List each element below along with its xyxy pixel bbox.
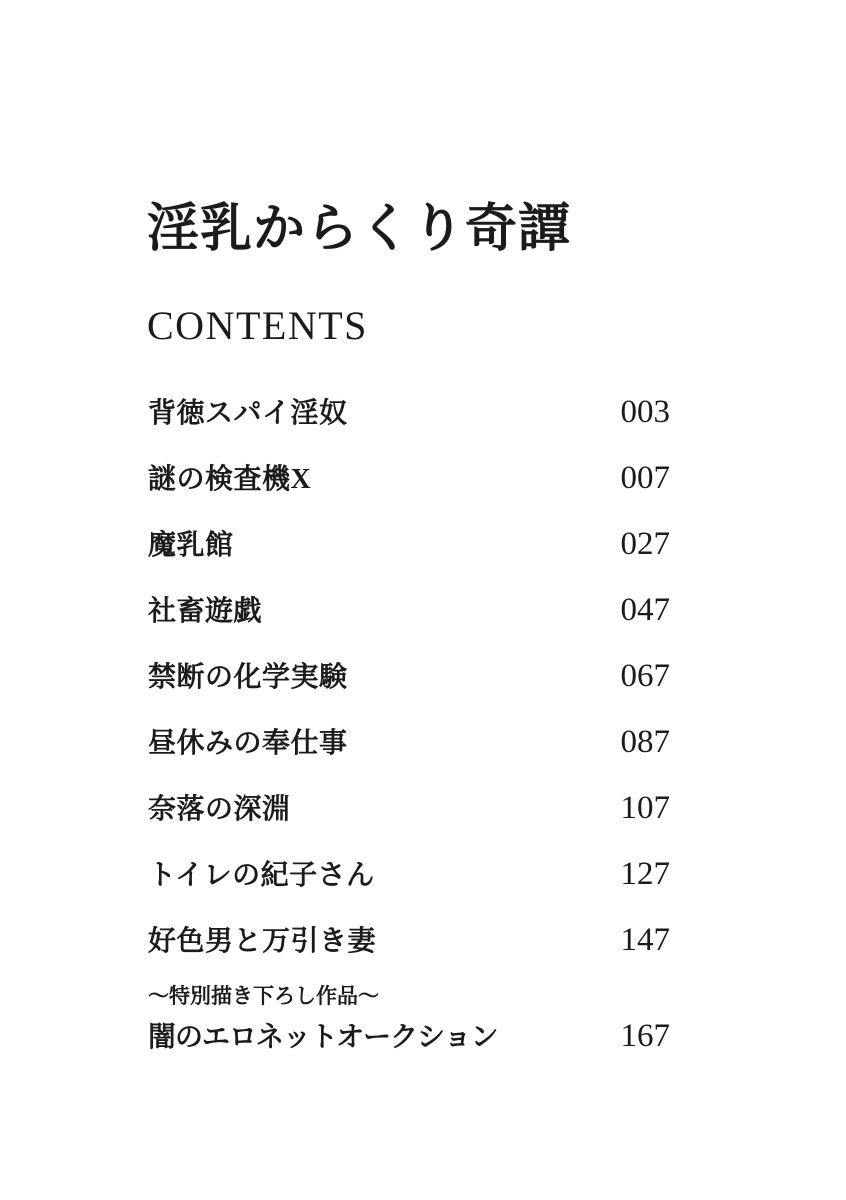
toc-entry-title: 謎の検査機X: [148, 464, 312, 495]
toc-entry-page-number: 047: [620, 592, 670, 628]
toc-entry-title: 禁断の化学実験: [148, 662, 348, 693]
toc-entry-page-number: 027: [620, 526, 670, 562]
toc-entry: [148, 460, 670, 496]
special-section-label: ～特別描き下ろし作品～: [148, 984, 379, 1008]
toc-entry-page-number: 067: [620, 658, 670, 694]
toc-entry-page-number: 007: [620, 460, 670, 496]
toc-entry-page-number: 087: [620, 724, 670, 760]
toc-entry-page-number: 127: [620, 856, 670, 892]
contents-heading: CONTENTS: [147, 303, 368, 348]
toc-entry: [148, 592, 670, 628]
toc-entry-title: 昼休みの奉仕事: [148, 728, 348, 759]
toc-entry-page-number: 107: [620, 790, 670, 826]
toc-entry-title: 好色男と万引き妻: [148, 926, 377, 957]
toc-entry-title: 闇のエロネットオークション: [148, 1022, 498, 1053]
toc-entry: [148, 526, 670, 562]
toc-entry-title: 背徳スパイ淫奴: [148, 398, 348, 429]
toc-entry-page-number: 147: [620, 922, 670, 958]
toc-entry-title: 奈落の深淵: [148, 794, 291, 825]
toc-entry: [148, 394, 670, 430]
toc-entry-title: 社畜遊戯: [148, 596, 263, 627]
book-title: 淫乳からくり奇譚: [147, 201, 572, 258]
toc-entry: [148, 724, 670, 760]
toc-entry-title: トイレの紀子さん: [148, 860, 375, 891]
toc-entry-title: 魔乳館: [148, 530, 234, 561]
toc-entry-page-number: 003: [620, 394, 670, 430]
toc-entry: [148, 1018, 670, 1054]
toc-entry-page-number: 167: [620, 1018, 670, 1054]
toc-entry: [148, 790, 670, 826]
toc-entry: [148, 922, 670, 958]
toc-entry: [148, 856, 670, 892]
toc-entry: [148, 658, 670, 694]
